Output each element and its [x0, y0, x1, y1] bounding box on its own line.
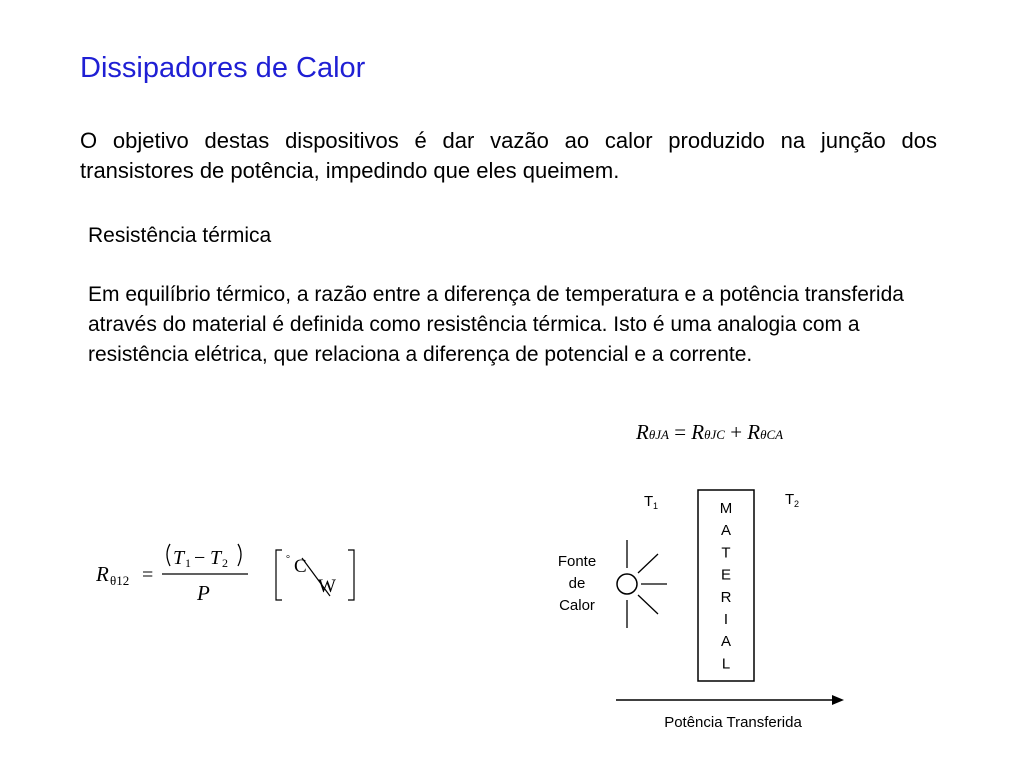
denominator-p: P	[197, 581, 210, 605]
material-letter: A	[720, 522, 732, 540]
power-arrow-head-icon	[832, 695, 844, 705]
intro-paragraph: O objetivo destas dispositivos é dar vazão ao calor produzido na junção dos transistores de potência, impedindo que eles queimem.	[80, 128, 937, 183]
unit-degree: °	[286, 554, 290, 565]
material-letter: M	[719, 500, 733, 517]
unit-right-bracket	[348, 550, 354, 600]
heat-source-label-line: de	[568, 575, 586, 592]
material-letter: R	[720, 588, 732, 606]
numerator-sub1: 1	[185, 556, 191, 570]
r12-subscript: θ12	[110, 573, 130, 588]
heat-ray	[638, 595, 658, 614]
r12-symbol-r: R	[96, 562, 109, 586]
material-letter: E	[720, 566, 732, 584]
formula-equals: =	[674, 420, 687, 444]
numerator-t2: T	[210, 547, 222, 569]
heat-source-icon	[617, 574, 637, 594]
formula-symbol-r: R	[691, 420, 705, 444]
numerator-sub2: 2	[222, 556, 228, 570]
right-paren	[238, 544, 241, 566]
formula-plus: +	[730, 420, 743, 444]
left-paren	[167, 544, 170, 566]
formula-total-resistance	[636, 420, 783, 445]
heat-transfer-diagram	[540, 480, 860, 740]
unit-left-bracket	[276, 550, 282, 600]
section-subtitle: Resistência térmica	[88, 224, 272, 247]
formula-subscript-ja: θJA	[648, 427, 669, 442]
r12-equals: =	[142, 564, 154, 586]
unit-celsius: C	[294, 556, 307, 577]
formula-symbol-r: R	[747, 420, 761, 444]
t2-subscript: 2	[794, 499, 800, 509]
t2-label: T	[785, 491, 795, 508]
material-letter: T	[721, 544, 731, 562]
body-paragraph: Em equilíbrio térmico, a razão entre a diferença de temperatura e a potência transferida através do material é definida como resistência térmica. Isto é uma analogia com a resistência elétrica, que relaciona a diferença de potencial e a corrente.	[88, 283, 904, 366]
t1-subscript: 1	[653, 501, 659, 511]
numerator-t1: T	[173, 547, 185, 569]
power-arrow-label: Potência Transferida	[664, 714, 802, 731]
unit-watt: W	[318, 576, 336, 597]
material-letter: I	[723, 611, 729, 628]
heat-ray	[638, 554, 658, 573]
formula-thermal-resistance	[96, 538, 366, 608]
t1-label: T	[644, 493, 654, 510]
heat-source-label-line: Calor	[559, 597, 595, 614]
slide-title: Dissipadores de Calor	[80, 52, 366, 84]
heat-source-label	[558, 553, 596, 614]
material-block	[698, 490, 754, 681]
material-letter: A	[720, 633, 732, 651]
heat-source-label-line: Fonte	[557, 553, 597, 570]
formula-symbol-r: R	[636, 420, 649, 444]
material-letter: L	[721, 655, 731, 673]
formula-subscript-jc: θJC	[704, 427, 725, 442]
material-letters	[720, 500, 733, 672]
numerator-minus: −	[194, 547, 206, 569]
formula-subscript-ca: θCA	[760, 427, 784, 442]
